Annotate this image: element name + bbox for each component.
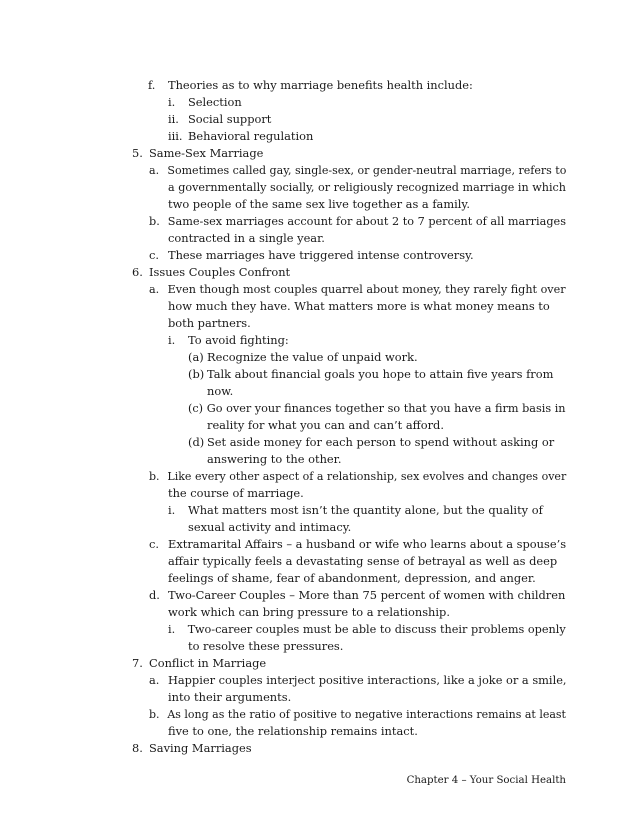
item-label: 8.	[132, 741, 143, 755]
outline-item-6c-cont	[168, 553, 557, 569]
item-text: Social support	[188, 112, 272, 126]
item-label: f.	[148, 78, 156, 92]
outline-item-f	[148, 77, 473, 93]
item-label: (b)	[188, 367, 205, 381]
outline-item-7	[132, 655, 266, 671]
outline-item-6c	[149, 536, 566, 552]
item-text: into their arguments.	[168, 690, 292, 704]
outline-item-6a	[149, 281, 566, 297]
item-text: how much they have. What matters more is what money means to	[168, 299, 550, 313]
item-label: 5.	[132, 146, 143, 160]
item-label: 7.	[132, 656, 143, 670]
item-text: now.	[207, 384, 234, 398]
item-text: sexual activity and intimacy.	[188, 520, 352, 534]
item-text: affair typically feels a devastating sense of betrayal as well as deep	[168, 554, 558, 568]
outline-item-6a-cont	[168, 315, 251, 331]
outline-item-5b-cont	[168, 230, 325, 246]
item-text: Issues Couples Confront	[149, 265, 291, 279]
outline-item-6b-i	[168, 502, 543, 518]
item-text: Two-career couples must be able to discuss their problems openly	[187, 622, 566, 636]
item-text: reality for what you can and can’t afford.	[207, 418, 444, 432]
item-text: the course of marriage.	[168, 486, 304, 500]
item-label: d.	[149, 588, 160, 602]
outline-item-6a-i-a	[188, 349, 418, 365]
item-label: (d)	[188, 435, 205, 449]
item-label: b.	[149, 214, 160, 228]
outline-item-6b	[149, 468, 566, 484]
item-text: a governmentally socially, or religiously recognized marriage in which	[168, 180, 566, 194]
item-text: Like every other aspect of a relationship, sex evolves and changes over	[167, 469, 567, 483]
outline-item-7b-cont	[168, 723, 418, 739]
outline-item-f-iii	[168, 128, 313, 144]
item-text: Same-Sex Marriage	[149, 146, 264, 160]
outline-item-5a-cont	[168, 179, 566, 195]
item-text: two people of the same sex live together as a family.	[168, 197, 470, 211]
item-text: answering to the other.	[207, 452, 342, 466]
item-text: Two-Career Couples – More than 75 percent of women with children	[168, 588, 566, 602]
item-label: iii.	[168, 129, 183, 143]
item-text: Saving Marriages	[149, 741, 252, 755]
item-text: Go over your finances together so that you have a firm basis in	[206, 401, 566, 415]
outline-item-6a-i-c	[188, 400, 566, 416]
item-label: b.	[149, 469, 160, 483]
outline-item-f-i	[168, 94, 242, 110]
item-text: Theories as to why marriage benefits health include:	[168, 78, 473, 92]
item-label: i.	[168, 95, 176, 109]
item-text: Sometimes called gay, single-sex, or gender-neutral marriage, refers to	[167, 163, 567, 177]
item-text: to resolve these pressures.	[188, 639, 344, 653]
item-text: What matters most isn’t the quantity alone, but the quality of	[188, 503, 543, 517]
item-text: Recognize the value of unpaid work.	[207, 350, 418, 364]
item-label: (a)	[188, 350, 204, 364]
item-text: Selection	[188, 95, 242, 109]
outline-item-7b	[149, 706, 566, 722]
page-footer: Chapter 4 – Your Social Health	[406, 775, 566, 786]
item-label: i.	[168, 622, 176, 636]
item-text: Extramarital Affairs – a husband or wife who learns about a spouse’s	[168, 537, 567, 551]
item-label: a.	[149, 673, 160, 687]
outline-item-6a-i	[168, 332, 289, 348]
outline-item-7a-cont	[168, 689, 291, 705]
outline-item-6a-i-d	[188, 434, 554, 450]
item-label: ii.	[168, 112, 179, 126]
outline-item-5a	[149, 162, 566, 178]
outline-item-6d-i-cont	[188, 638, 343, 654]
outline-item-6a-cont	[168, 298, 550, 314]
item-text: Behavioral regulation	[188, 129, 314, 143]
outline-item-6a-i-d-cont	[207, 451, 341, 467]
item-label: i.	[168, 333, 176, 347]
item-label: 6.	[132, 265, 143, 279]
item-label: b.	[149, 707, 160, 721]
item-text: As long as the ratio of positive to negative interactions remains at least	[167, 707, 566, 721]
item-text: five to one, the relationship remains intact.	[168, 724, 418, 738]
outline-item-6a-i-c-cont	[207, 417, 444, 433]
item-label: i.	[168, 503, 176, 517]
item-text: both partners.	[168, 316, 251, 330]
outline-item-6d-cont	[168, 604, 450, 620]
item-text: contracted in a single year.	[168, 231, 325, 245]
item-text: Conflict in Marriage	[149, 656, 267, 670]
outline-item-6d-i	[168, 621, 566, 637]
item-label: a.	[149, 163, 160, 177]
item-text: Talk about financial goals you hope to attain five years from	[207, 367, 554, 381]
item-label: (c)	[188, 401, 204, 415]
item-label: a.	[149, 282, 160, 296]
outline-item-5	[132, 145, 263, 161]
item-label: c.	[149, 537, 160, 551]
outline-item-6a-i-b-cont	[207, 383, 233, 399]
item-text: Even though most couples quarrel about money, they rarely fight over	[167, 282, 566, 296]
item-text: Set aside money for each person to spend without asking or	[207, 435, 555, 449]
item-text: Happier couples interject positive interactions, like a joke or a smile,	[167, 673, 567, 687]
item-text: These marriages have triggered intense controversy.	[168, 248, 474, 262]
outline-item-7a	[149, 672, 567, 688]
item-text: work which can bring pressure to a relationship.	[168, 605, 450, 619]
outline-item-5a-cont	[168, 196, 470, 212]
outline-item-6b-i-cont	[188, 519, 351, 535]
item-label: c.	[149, 248, 160, 262]
outline-item-6b-cont	[168, 485, 304, 501]
outline-item-6d	[149, 587, 565, 603]
item-text: Same-sex marriages account for about 2 to 7 percent of all marriages	[167, 214, 566, 228]
item-text: feelings of shame, fear of abandonment, depression, and anger.	[168, 571, 536, 585]
outline-item-5b	[149, 213, 566, 229]
outline-item-f-ii	[168, 111, 271, 127]
outline-item-6a-i-b	[188, 366, 553, 382]
outline-item-5c	[149, 247, 474, 263]
outline-item-6c-cont	[168, 570, 536, 586]
outline-item-6	[132, 264, 290, 280]
item-text: To avoid fighting:	[188, 333, 289, 347]
outline-item-8	[132, 740, 252, 756]
